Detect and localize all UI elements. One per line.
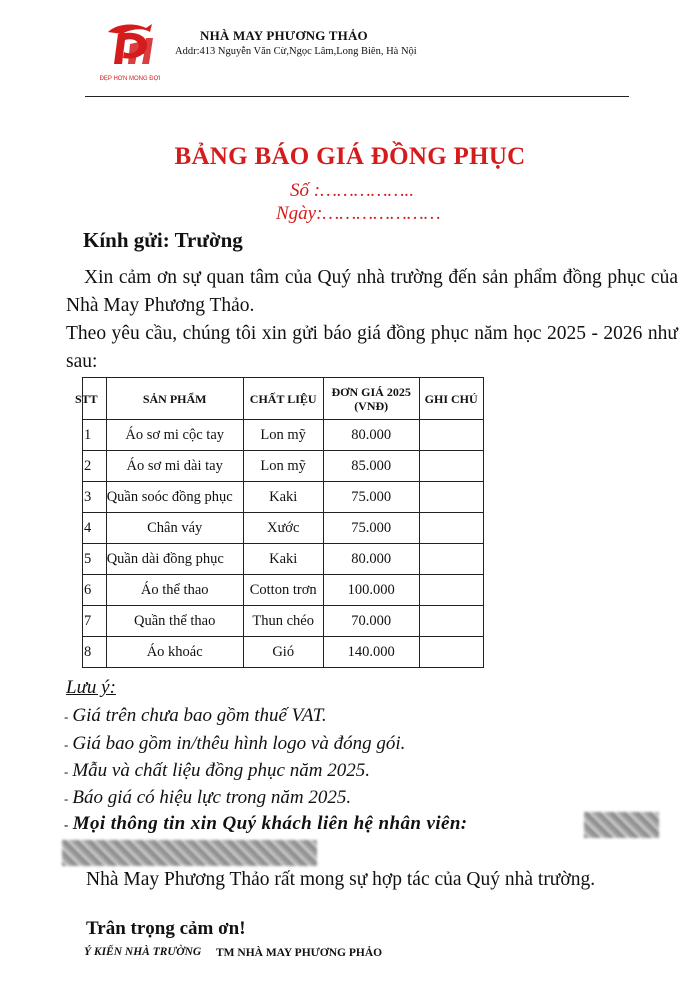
notes-title: Lưu ý:	[66, 677, 116, 698]
header-divider	[85, 96, 629, 97]
signature-company: TM NHÀ MAY PHƯƠNG PHẢO	[216, 947, 383, 959]
cell-product: Áo sơ mi dài tay	[106, 451, 243, 482]
cell-stt: 3	[83, 482, 107, 513]
cell-product: Áo sơ mi cộc tay	[106, 420, 243, 451]
cell-price: 100.000	[323, 575, 419, 606]
cell-product: Chân váy	[106, 513, 243, 544]
cell-material: Kaki	[243, 482, 323, 513]
company-logo	[100, 18, 160, 84]
cell-price: 70.000	[323, 606, 419, 637]
cell-stt: 4	[83, 513, 107, 544]
logo-mark-icon	[100, 18, 160, 84]
document-number: Số :……………..	[290, 180, 415, 201]
cell-price: 80.000	[323, 420, 419, 451]
salutation: Kính gửi: Trường	[83, 228, 243, 252]
cell-product: Quần soóc đồng phục	[106, 482, 243, 513]
table-row	[83, 575, 484, 606]
cell-stt: 7	[83, 606, 107, 637]
signature-school: Ý KIẾN NHÀ TRƯỜNG	[84, 946, 202, 958]
cell-note	[419, 575, 483, 606]
request-paragraph: Theo yêu cầu, chúng tôi xin gửi báo giá đồng phục năm học 2025 - 2026 như sau:	[66, 323, 678, 372]
cell-product: Quần thể thao	[106, 606, 243, 637]
cell-material: Lon mỹ	[243, 420, 323, 451]
cell-stt: 2	[83, 451, 107, 482]
price-table	[75, 377, 484, 668]
document-date: Ngày:…………………	[276, 203, 441, 224]
cell-price: 75.000	[323, 513, 419, 544]
closing-paragraph: Nhà May Phương Thảo rất mong sự hợp tác của Quý nhà trường.	[86, 869, 596, 890]
logo-tagline: ĐẸP HƠN MONG ĐỢI	[100, 76, 160, 82]
company-name: NHÀ MAY PHƯƠNG THẢO	[200, 28, 368, 43]
table-row	[83, 513, 484, 544]
table-row	[83, 637, 484, 668]
cell-product: Quần dài đồng phục	[106, 544, 243, 575]
header-product: SẢN PHẨM	[106, 378, 243, 420]
header-stt: STT	[83, 378, 107, 420]
table-header-row	[83, 378, 484, 420]
table-row	[83, 482, 484, 513]
header-material: CHẤT LIỆU	[243, 378, 323, 420]
cell-material: Lon mỹ	[243, 451, 323, 482]
table-row	[83, 544, 484, 575]
note-item: - Giá bao gồm in/thêu hình logo và đóng gói.	[64, 733, 406, 754]
cell-stt: 1	[83, 420, 107, 451]
cell-price: 140.000	[323, 637, 419, 668]
header-price: ĐƠN GIÁ 2025 (VNĐ)	[323, 378, 419, 420]
cell-note	[419, 513, 483, 544]
cell-stt: 6	[83, 575, 107, 606]
note-item: - Mẫu và chất liệu đồng phục năm 2025.	[64, 760, 370, 781]
table-row	[83, 606, 484, 637]
cell-note	[419, 606, 483, 637]
cell-note	[419, 637, 483, 668]
note-item: - Báo giá có hiệu lực trong năm 2025.	[64, 787, 352, 808]
document-title: BẢNG BÁO GIÁ ĐỒNG PHỤC	[174, 143, 526, 170]
cell-price: 85.000	[323, 451, 419, 482]
cell-material: Xước	[243, 513, 323, 544]
intro-paragraph: Xin cảm ơn sự quan tâm của Quý nhà trường đến sản phẩm đồng phục của Nhà May Phương Thảo.	[66, 267, 678, 316]
cell-product: Áo khoác	[106, 637, 243, 668]
table-row	[83, 420, 484, 451]
cell-stt: 5	[83, 544, 107, 575]
cell-price: 75.000	[323, 482, 419, 513]
redacted-contact-phone	[62, 840, 317, 866]
company-address: Addr:413 Nguyễn Văn Cừ,Ngọc Lâm,Long Biên, Hà Nội	[175, 46, 417, 57]
note-item: - Giá trên chưa bao gồm thuế VAT.	[64, 705, 327, 726]
header-note: GHI CHÚ	[419, 378, 483, 420]
cell-material: Kaki	[243, 544, 323, 575]
cell-material: Thun chéo	[243, 606, 323, 637]
cell-note	[419, 482, 483, 513]
cell-material: Cotton trơn	[243, 575, 323, 606]
cell-note	[419, 451, 483, 482]
cell-stt: 8	[83, 637, 107, 668]
cell-product: Áo thể thao	[106, 575, 243, 606]
cell-material: Gió	[243, 637, 323, 668]
thanks-line: Trân trọng cảm ơn!	[86, 918, 246, 939]
cell-price: 80.000	[323, 544, 419, 575]
cell-note	[419, 420, 483, 451]
table-row	[83, 451, 484, 482]
redacted-contact-name	[584, 812, 659, 838]
cell-note	[419, 544, 483, 575]
note-item-contact: - Mọi thông tin xin Quý khách liên hệ nhân viên:	[64, 813, 468, 834]
